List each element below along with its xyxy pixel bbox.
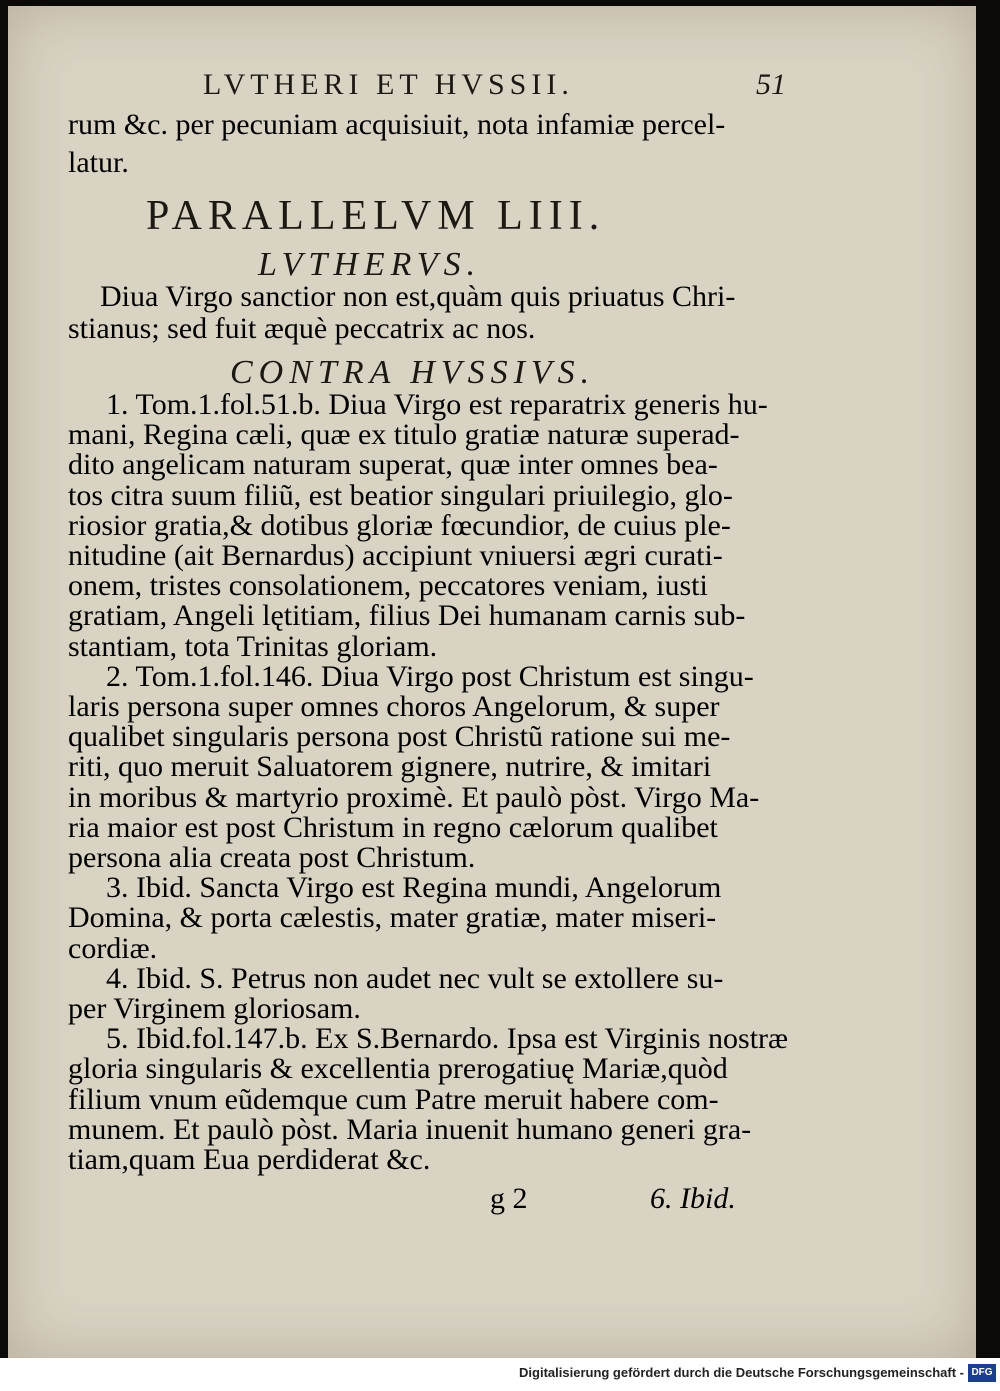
catchword: 6. Ibid. xyxy=(650,1182,736,1215)
text-line: 2. Tom.1.fol.146. Diua Virgo post Christum est singu- xyxy=(106,659,754,693)
text-line: 5. Ibid.fol.147.b. Ex S.Bernardo. Ipsa est Virginis nostræ xyxy=(106,1022,789,1056)
text-line: stantiam, tota Trinitas gloriam. xyxy=(68,629,438,663)
text-line: tos citra suum filiũ, est beatior singulari priuilegio, glo- xyxy=(68,478,733,512)
text-line: qualibet singularis persona post Christũ ratione sui me- xyxy=(68,720,731,754)
contra-heading: CONTRA HVSSIVS. xyxy=(230,354,596,391)
text-line: tiam,quam Eua perdiderat &c. xyxy=(68,1143,431,1176)
text-line: riti, quo meruit Saluatorem gignere, nutrire, & imitari xyxy=(68,750,712,784)
text-line: laris persona super omnes choros Angelorum, & super xyxy=(68,690,720,723)
text-line: onem, tristes consolationem, peccatores veniam, iusti xyxy=(68,569,708,603)
text-line: in moribus & martyrio proximè. Et paulò pòst. Virgo Ma- xyxy=(68,780,760,814)
text-line: dito angelicam naturam superat, quæ inter omnes bea- xyxy=(68,448,718,482)
text-line: 4. Ibid. S. Petrus non audet nec vult se extollere su- xyxy=(106,961,724,995)
text-line: filium vnum eũdemque cum Patre meruit habere com- xyxy=(68,1082,719,1116)
text-line: riosior gratia,& dotibus gloriæ fœcundior, de cuius ple- xyxy=(68,508,731,542)
text-line: stianus; sed fuit æquè peccatrix ac nos. xyxy=(68,312,536,345)
text-line: 1. Tom.1.fol.51.b. Diua Virgo est reparatrix generis hu- xyxy=(106,388,768,421)
text-line: gloria singularis & excellentia prerogatiuę Mariæ,quòd xyxy=(68,1052,728,1086)
page-number: 51 xyxy=(756,68,786,101)
text-line: mani, Regina cæli, quæ ex titulo gratiæ naturæ superad- xyxy=(68,418,740,452)
text-line: per Virginem gloriosam. xyxy=(68,992,361,1025)
text-line: munem. Et paulò pòst. Maria inuenit humano generi gra- xyxy=(68,1112,752,1146)
text-line: gratiam, Angeli lętitiam, filius Dei humanam carnis sub- xyxy=(68,599,746,633)
running-head: LVTHERI ET HVSSII. xyxy=(203,68,574,101)
lutherus-heading: LVTHERVS. xyxy=(258,246,482,283)
section-title: PARALLELVM LIII. xyxy=(146,193,606,239)
text-line: rum &c. per pecuniam acquisiuit, nota infamiæ percel- xyxy=(68,108,726,141)
text-line: nitudine (ait Bernardus) accipiunt vniuersi ægri curati- xyxy=(68,539,723,572)
dfg-logo: DFG xyxy=(968,1364,996,1382)
text-line: persona alia creata post Christum. xyxy=(68,841,476,874)
text-line: latur. xyxy=(68,146,129,179)
text-line: Domina, & porta cælestis, mater gratiæ, mater miseri- xyxy=(68,901,717,935)
book-page xyxy=(8,6,976,1358)
text-line: cordiæ. xyxy=(68,931,158,965)
footer-credit: Digitalisierung gefördert durch die Deutsche Forschungsgemeinschaft - xyxy=(519,1365,964,1380)
signature-mark: g 2 xyxy=(490,1182,528,1215)
text-line: 3. Ibid. Sancta Virgo est Regina mundi, Angelorum xyxy=(106,871,722,905)
footer-bar xyxy=(0,1358,1000,1391)
text-line: ria maior est post Christum in regno cælorum qualibet xyxy=(68,810,718,844)
text-line: Diua Virgo sanctior non est,quàm quis priuatus Chri- xyxy=(100,280,736,313)
